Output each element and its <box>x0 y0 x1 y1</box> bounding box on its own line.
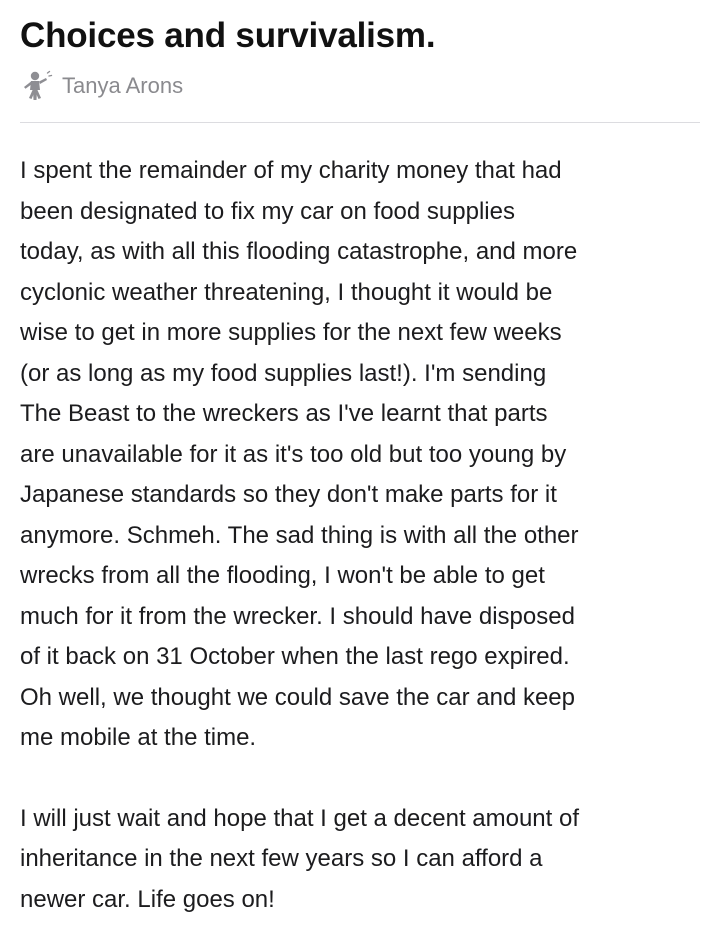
text-line: of it back on 31 October when the last rego expired. <box>20 643 570 670</box>
divider <box>20 122 700 123</box>
text-line: The Beast to the wreckers as I've learnt that parts <box>20 400 548 427</box>
text-line: Japanese standards so they don't make parts for it <box>20 481 557 508</box>
author-row[interactable] <box>20 68 700 104</box>
post-title: Choices and survivalism. <box>20 16 436 55</box>
text-line: wise to get in more supplies for the next few weeks <box>20 319 562 346</box>
text-line: today, as with all this flooding catastrophe, and more <box>20 238 578 265</box>
article <box>20 0 700 920</box>
text-line: I will just wait and hope that I get a decent amount of <box>20 804 580 832</box>
author-name[interactable]: Tanya Arons <box>62 73 184 98</box>
text-line: (or as long as my food supplies last!). I'm sending <box>20 359 547 387</box>
text-line: been designated to fix my car on food supplies <box>20 197 515 225</box>
text-line: wrecks from all the flooding, I won't be able to get <box>20 562 545 589</box>
text-line: Oh well, we thought we could save the car and keep <box>20 683 575 711</box>
text-line: inheritance in the next few years so I can afford a <box>20 845 543 872</box>
text-line: anymore. Schmeh. The sad thing is with all the other <box>20 521 579 549</box>
person-walking-icon <box>20 69 54 103</box>
text-line: me mobile at the time. <box>20 724 257 751</box>
text-line: much for it from the wrecker. I should have disposed <box>20 602 575 630</box>
paragraph-2 <box>20 799 700 921</box>
paragraph-1 <box>20 151 700 759</box>
text-line: I spent the remainder of my charity money that had <box>20 157 562 184</box>
text-line: cyclonic weather threatening, I thought it would be <box>20 278 553 306</box>
text-line: are unavailable for it as it's too old but too young by <box>20 440 567 468</box>
text-line: newer car. Life goes on! <box>20 885 275 913</box>
